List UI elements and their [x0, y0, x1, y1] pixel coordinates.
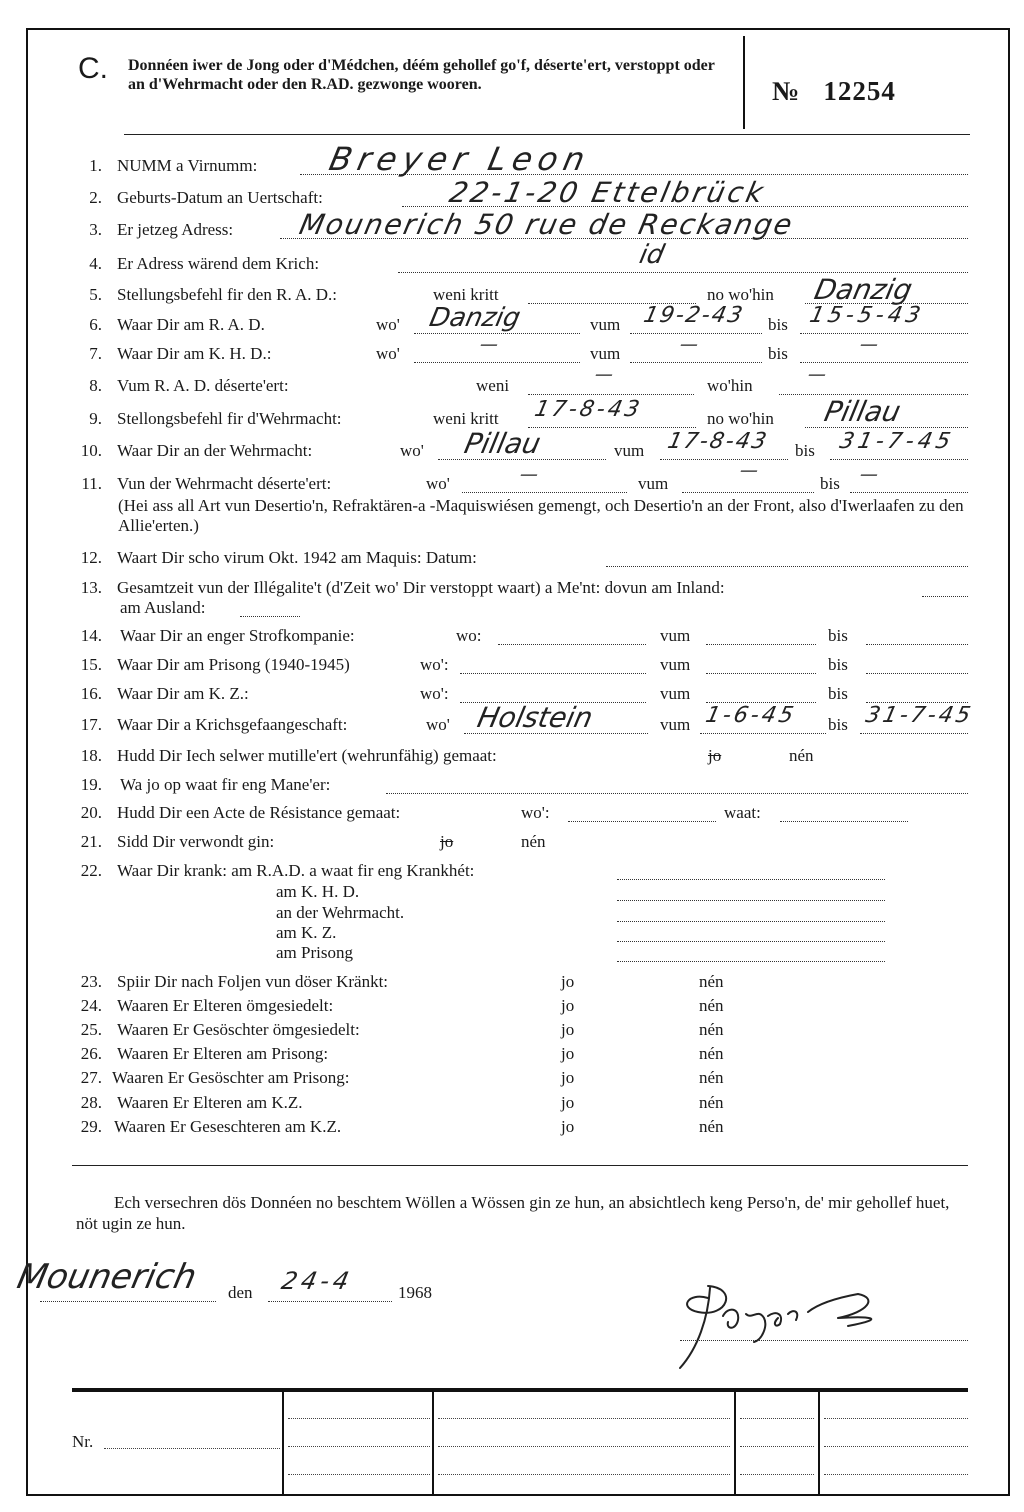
prison-to-line[interactable]	[866, 655, 968, 674]
desertion-note: (Hei ass all Art vun Desertio'n, Refraktären-a -Maquiswiésen gemengt, och Desertio'n an der Front, also d'Iwerlaafen zu den Allie'erten.)	[118, 496, 964, 535]
field-sublabel: bis	[828, 715, 848, 734]
office-line[interactable]	[438, 1474, 730, 1475]
field-label: Stellongsbefehl fir d'Wehrmacht:	[117, 409, 342, 428]
field-number: 5.	[89, 285, 102, 304]
field-number: 4.	[89, 254, 102, 273]
field-sublabel: bis	[828, 626, 848, 645]
field-sublabel: no wo'hin	[707, 409, 774, 428]
option-no[interactable]: nén	[521, 832, 546, 851]
office-line[interactable]	[288, 1446, 430, 1447]
field-row-3	[0, 208, 1024, 246]
field-label: am Ausland:	[120, 598, 206, 617]
field-number: 7.	[89, 344, 102, 363]
field-label: Er Adress wärend dem Krich:	[117, 254, 320, 273]
field-row-12	[0, 548, 1024, 574]
field-row-15	[0, 655, 1024, 681]
field-number: 3.	[89, 220, 102, 239]
field-label: Waaren Er Gesöschter ömgesiedelt:	[117, 1020, 360, 1039]
field-sublabel: wo'	[376, 315, 400, 334]
name-value: Breyer Leon	[325, 140, 595, 178]
field-label: Sidd Dir verwondt gin:	[117, 832, 275, 851]
option-yes[interactable]: jo	[561, 972, 575, 991]
form-title: Donnéen iwer de Jong oder d'Médchen, déém gehollef go'f, déserte'ert, verstoppt oder an d'Wehrmacht oder den R.AD. gezwonge wooren.	[128, 57, 715, 93]
field-number: 2.	[89, 188, 102, 207]
field-sublabel: vum	[590, 344, 621, 363]
office-line[interactable]	[438, 1418, 730, 1419]
field-label: Waaren Er Geseschteren am K.Z.	[114, 1117, 342, 1136]
field-number: 19.	[80, 775, 102, 794]
field-label: Waaren Er Elteren ömgesiedelt:	[117, 996, 334, 1015]
option-yes[interactable]: jo	[561, 1068, 575, 1087]
option-no[interactable]: nén	[699, 1044, 724, 1063]
illness-kz-line[interactable]	[617, 923, 885, 942]
field-sublabel: vum	[660, 626, 691, 645]
den-label: den	[228, 1283, 253, 1302]
nr-label: Nr.	[72, 1432, 94, 1451]
field-number: 15.	[80, 655, 102, 674]
field-number: 6.	[89, 315, 102, 334]
number-sign: №	[772, 76, 801, 106]
war-address-input-line[interactable]	[398, 254, 968, 273]
field-label: Waar Dir am K. H. D.:	[117, 344, 272, 363]
khd-from-value: —	[677, 334, 701, 355]
rad-desert-date-value: —	[592, 364, 616, 385]
field-label: am K. Z.	[276, 923, 337, 942]
manner-line[interactable]	[386, 775, 968, 794]
field-number: 21.	[80, 832, 102, 851]
field-number: 20.	[80, 803, 102, 822]
wehrmacht-order-place-value: Pillau	[821, 395, 904, 428]
field-label: Vum R. A. D. déserte'ert:	[117, 376, 289, 395]
field-label: Hudd Dir een Acte de Résistance gemaat:	[117, 803, 401, 822]
wehrmacht-order-date-value: 17-8-43	[532, 397, 645, 422]
field-number: 9.	[89, 409, 102, 428]
option-no[interactable]: nén	[699, 972, 724, 991]
desert-place-line[interactable]	[462, 474, 627, 493]
kz-from-line[interactable]	[706, 684, 816, 703]
field-sublabel: bis	[768, 344, 788, 363]
option-yes[interactable]: jo	[561, 1093, 575, 1112]
pow-to-value: 31-7-45	[863, 703, 976, 728]
field-label: Waar Dir an der Wehrmacht:	[117, 441, 313, 460]
field-label: Gesamtzeit vun der Illégalite't (d'Zeit wo' Dir verstoppt waart) a Me'nt: dovun am Inland:	[117, 578, 725, 597]
yesno-row	[0, 1068, 1024, 1094]
year-label: 1968	[398, 1283, 432, 1302]
rad-place-value: Danzig	[426, 303, 524, 333]
field-sublabel: vum	[660, 715, 691, 734]
option-no[interactable]: nén	[699, 1117, 724, 1136]
maquis-date-line[interactable]	[606, 548, 968, 567]
illness-rad-line[interactable]	[617, 861, 885, 880]
prison-place-line[interactable]	[460, 655, 646, 674]
footer-rule	[72, 1388, 968, 1392]
yesno-row	[0, 1093, 1024, 1119]
option-no[interactable]: nén	[699, 996, 724, 1015]
field-label: Geburts-Datum an Uertschaft:	[117, 188, 323, 207]
field-label: Vun der Wehrmacht déserte'ert:	[117, 474, 332, 493]
field-number: 13.	[80, 578, 102, 597]
footer-divider	[282, 1392, 284, 1496]
nr-line[interactable]	[104, 1448, 280, 1449]
field-sublabel: vum	[614, 441, 645, 460]
declaration-rule	[72, 1165, 968, 1166]
desert-place-value: —	[517, 464, 541, 485]
field-row-14	[0, 626, 1024, 652]
birth-value: 22-1-20 Ettelbrück	[446, 176, 769, 209]
field-row-18	[0, 746, 1024, 772]
illness-prison-line[interactable]	[617, 943, 885, 962]
rad-to-value: 15-5-43	[807, 303, 927, 328]
war-address-value: id	[636, 240, 667, 270]
desert-to-value: —	[857, 464, 881, 485]
option-no[interactable]: nén	[699, 1020, 724, 1039]
footer-divider	[432, 1392, 434, 1496]
field-label: Waar Dir am K. Z.:	[117, 684, 249, 703]
field-sublabel: vum	[660, 684, 691, 703]
punishment-to-line[interactable]	[866, 626, 968, 645]
declaration-text: Ech versechren dös Donnéen no beschtem Wöllen a Wössen gin ze hun, an absichtlech keng Perso'n, de' mir gehollef huet, nöt ugin ze hun.	[76, 1193, 950, 1233]
field-row-7	[0, 334, 1024, 370]
date-value: 24-4	[279, 1267, 356, 1295]
option-no[interactable]: nén	[789, 746, 814, 765]
option-yes[interactable]: jo	[561, 1117, 575, 1136]
field-sublabel: bis	[768, 315, 788, 334]
field-number: 24.	[80, 996, 102, 1015]
office-line[interactable]	[288, 1418, 430, 1419]
field-label: Wa jo op waat fir eng Mane'er:	[120, 775, 331, 794]
field-label: an der Wehrmacht.	[276, 903, 405, 922]
khd-to-value: —	[857, 334, 881, 355]
field-label: NUMM a Virnumm:	[117, 156, 258, 175]
field-sublabel: wo'	[400, 441, 424, 460]
office-line[interactable]	[288, 1474, 430, 1475]
punishment-from-line[interactable]	[706, 626, 816, 645]
prison-from-line[interactable]	[706, 655, 816, 674]
field-sublabel: vum	[660, 655, 691, 674]
option-yes[interactable]: jo	[561, 1020, 575, 1039]
field-number: 11.	[81, 474, 102, 493]
field-number: 18.	[80, 746, 102, 765]
yesno-row	[0, 996, 1024, 1022]
signature-scribble	[668, 1268, 908, 1378]
field-label: Hudd Dir Iech selwer mutille'ert (wehrunfähig) gemaat:	[117, 746, 497, 765]
field-sublabel: wo'	[376, 344, 400, 363]
header-rule	[124, 134, 970, 135]
field-sublabel: weni kritt	[433, 285, 499, 304]
field-sublabel: wo':	[420, 684, 449, 703]
illness-sub-row	[0, 943, 1024, 969]
field-row-20	[0, 803, 1024, 829]
field-sublabel: wo:	[456, 626, 482, 645]
field-label: Waaren Er Elteren am K.Z.	[117, 1093, 303, 1112]
field-sublabel: bis	[828, 655, 848, 674]
office-line[interactable]	[740, 1474, 814, 1475]
option-no[interactable]: nén	[699, 1068, 724, 1087]
field-number: 8.	[89, 376, 102, 395]
field-sublabel: wo':	[420, 655, 449, 674]
option-yes[interactable]: jo	[561, 1044, 575, 1063]
field-sublabel: wo'	[426, 715, 450, 734]
field-label: am K. H. D.	[276, 882, 360, 901]
field-number: 23.	[80, 972, 102, 991]
wehrmacht-place-value: Pillau	[461, 427, 544, 460]
footer-divider	[734, 1392, 736, 1496]
abroad-line[interactable]	[240, 598, 300, 617]
option-yes[interactable]: jo	[561, 996, 575, 1015]
field-sublabel: vum	[638, 474, 669, 493]
option-yes-struck[interactable]: jo	[708, 746, 722, 765]
illness-wehrmacht-line[interactable]	[617, 903, 885, 922]
field-label: Stellungsbefehl fir den R. A. D.:	[117, 285, 338, 304]
option-yes-struck[interactable]: jo	[440, 832, 454, 851]
yesno-row	[0, 1020, 1024, 1046]
field-sublabel: wo':	[521, 803, 550, 822]
field-label: am Prisong	[276, 943, 353, 962]
illness-khd-line[interactable]	[617, 882, 885, 901]
field-sublabel: vum	[590, 315, 621, 334]
number-value: 12254	[823, 76, 896, 106]
field-number: 10.	[80, 441, 102, 460]
office-line[interactable]	[740, 1446, 814, 1447]
punishment-place-line[interactable]	[498, 626, 646, 645]
field-label: Er jetzeg Adress:	[117, 220, 234, 239]
field-sublabel: bis	[795, 441, 815, 460]
field-number: 22.	[80, 861, 102, 880]
wehrmacht-from-value: 17-8-43	[665, 429, 771, 454]
field-label: Waaren Er Elteren am Prisong:	[117, 1044, 329, 1063]
khd-place-value: —	[477, 334, 501, 355]
footer-divider	[818, 1392, 820, 1496]
office-line[interactable]	[824, 1418, 968, 1419]
header-divider	[743, 36, 745, 129]
pow-from-value: 1-6-45	[703, 703, 799, 728]
field-number: 12.	[80, 548, 102, 567]
form-number	[772, 76, 896, 107]
signature	[668, 1268, 908, 1383]
yesno-row	[0, 972, 1024, 998]
rad-order-place-value: Danzig	[811, 273, 916, 306]
resistance-place-line[interactable]	[568, 803, 716, 822]
field-sublabel: weni	[476, 376, 510, 395]
field-row-21	[0, 832, 1024, 858]
field-number: 1.	[89, 156, 102, 175]
address-value: Mounerich 50 rue de Reckange	[296, 208, 797, 241]
field-sublabel: wo'	[426, 474, 450, 493]
field-number: 28.	[80, 1093, 102, 1112]
field-number: 14.	[80, 626, 102, 645]
office-line[interactable]	[824, 1446, 968, 1447]
yesno-row	[0, 1117, 1024, 1143]
desert-from-value: —	[737, 460, 761, 481]
field-label: Waar Dir a Krichsgefaangeschaft:	[117, 715, 348, 734]
rad-desert-place-value: —	[805, 364, 829, 385]
field-number: 26.	[80, 1044, 102, 1063]
rad-order-date-line[interactable]	[528, 285, 696, 304]
khd-to-line[interactable]	[800, 344, 968, 363]
field-row-17	[0, 701, 1024, 741]
field-row-13b	[0, 598, 1024, 624]
field-row-19	[0, 775, 1024, 801]
office-line[interactable]	[740, 1418, 814, 1419]
pow-place-value: Holstein	[474, 701, 596, 734]
field-number: 27.	[80, 1068, 102, 1087]
field-number: 16.	[80, 684, 102, 703]
field-sublabel: waat:	[724, 803, 761, 822]
field-label: Waaren Er Gesöschter am Prisong:	[112, 1068, 350, 1087]
field-sublabel: weni kritt	[433, 409, 499, 428]
field-sublabel: bis	[828, 684, 848, 703]
field-label: Waar Dir krank: am R.A.D. a waat fir eng Krankhét:	[117, 861, 475, 880]
office-line[interactable]	[438, 1446, 730, 1447]
office-line[interactable]	[824, 1474, 968, 1475]
rad-from-value: 19-2-43	[641, 303, 747, 328]
field-number: 25.	[80, 1020, 102, 1039]
field-label: Waar Dir am R. A. D.	[117, 315, 265, 334]
field-sublabel: bis	[820, 474, 840, 493]
field-label: Waar Dir am Prisong (1940-1945)	[117, 655, 350, 674]
section-letter: C.	[78, 52, 108, 85]
field-sublabel: no wo'hin	[707, 285, 774, 304]
place-value: Mounerich	[13, 1257, 201, 1297]
yesno-row	[0, 1044, 1024, 1070]
field-label: Waart Dir scho virum Okt. 1942 am Maquis: Datum:	[117, 548, 477, 567]
field-label: Spiir Dir nach Foljen vun döser Kränkt:	[117, 972, 389, 991]
option-no[interactable]: nén	[699, 1093, 724, 1112]
field-sublabel: wo'hin	[707, 376, 753, 395]
wehrmacht-to-value: 31-7-45	[837, 429, 957, 454]
inland-line[interactable]	[922, 578, 968, 597]
field-label: Waar Dir an enger Strofkompanie:	[120, 626, 355, 645]
field-number: 29.	[80, 1117, 102, 1136]
field-number: 17.	[80, 715, 102, 734]
resistance-what-line[interactable]	[780, 803, 908, 822]
kz-to-line[interactable]	[866, 684, 968, 703]
